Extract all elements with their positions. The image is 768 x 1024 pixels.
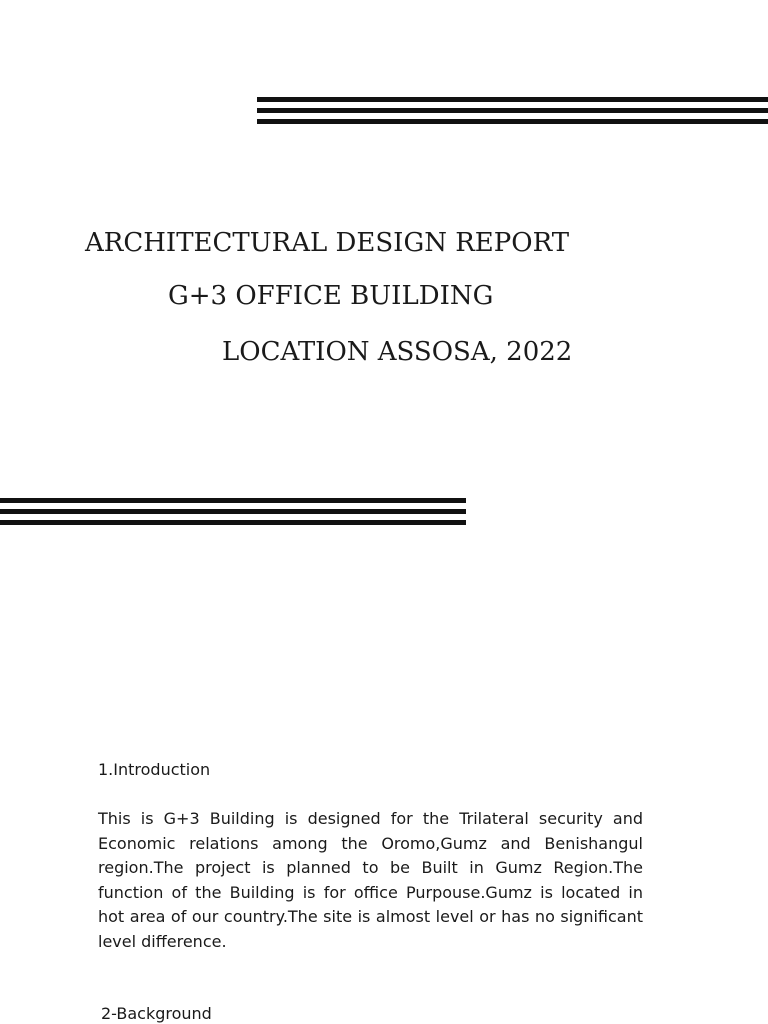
- bottom-rule-1: [0, 498, 466, 503]
- top-rule-1: [257, 97, 768, 102]
- top-rule-3: [257, 119, 768, 124]
- location-line: LOCATION ASSOSA, 2022: [222, 337, 573, 367]
- introduction-heading: 1.Introduction: [98, 760, 211, 779]
- introduction-paragraph: This is G+3 Building is designed for the Trilateral security and Economic relations among the Oromo,Gumz and Benishangul region.The project is planned to be Built in Gumz Region.The function of the Building is for office Purpouse.Gumz is located in hot area of our country.The site is almost level or has no significant level difference.: [98, 809, 643, 951]
- background-heading: 2-Background: [101, 1004, 212, 1023]
- bottom-rule-3: [0, 520, 466, 525]
- report-title: ARCHITECTURAL DESIGN REPORT: [85, 228, 570, 258]
- top-rule-2: [257, 108, 768, 113]
- building-subtitle: G+3 OFFICE BUILDING: [168, 281, 494, 311]
- bottom-rule-2: [0, 509, 466, 514]
